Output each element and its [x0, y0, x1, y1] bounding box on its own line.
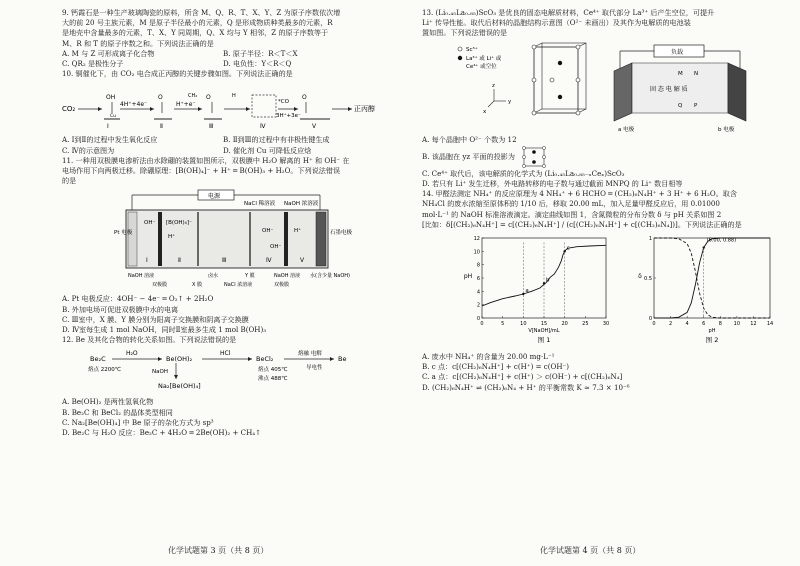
q10-o-2: O: [158, 94, 163, 102]
q10-arrowhead: [246, 107, 250, 111]
q13-option-d: D. 若只有 Li⁺ 发生迁移，外电路转移的电子数与通过截面 MNPQ 的 Li⁺ 数目相等: [422, 179, 683, 189]
q11-options: [62, 294, 384, 335]
q14-stem-line: NH₄Cl 的废水浓缩至原体积的 1/10 后，移取 20.00 mL，加入足量甲醛反应后，用 0.01000: [422, 199, 720, 209]
q13-electrode-a-label: a 电极: [618, 126, 635, 133]
q11-chamber-4: Ⅳ: [266, 257, 272, 265]
q10-arrowhead: [98, 107, 102, 111]
q10-reaction-diagram: [62, 81, 384, 133]
q13-unit-cell-front: [534, 47, 578, 113]
q13-sc-ion: [576, 45, 580, 49]
q10-h: H: [232, 93, 236, 100]
chart-title: 图 2: [705, 336, 719, 345]
q10-stem: 10. 铜催化下，由 CO₂ 电合成正丙醇的关键步骤如图。下列说法正确的是: [62, 69, 293, 79]
q14-stem-line: [比如：δ[(CH₂)₆N₄H⁺] = c[(CH₂)₆N₄H⁺] / (c[(CH₂)₆N₄H⁺] + c[(CH₂)₆N₄])]。下列说法正确的是: [422, 219, 742, 229]
y-axis-label: δ: [638, 273, 642, 281]
q11-stem-line: 电场作用下向两极迁移。除硼原理：[B(OH)₄]⁻ + H⁺ ═ B(OH)₃ + H₂O。下列说法错误: [62, 166, 341, 176]
q13-legend-ce-label: Ce⁴⁺ 或空位: [466, 63, 497, 70]
data-point: [543, 282, 545, 284]
x-tick-label: 2: [668, 321, 673, 328]
x-tick-label: 0: [480, 321, 484, 328]
q13-sc-ion: [550, 78, 554, 82]
data-point-label: c: [566, 245, 570, 252]
data-point-label: a: [525, 288, 529, 295]
q12-stem: 12. Be 及其化合物的转化关系如图。下列说法错误的是: [62, 335, 237, 345]
q13-axis-label-x: x: [483, 108, 487, 115]
q13-options: [422, 135, 780, 190]
annotation-label: (6.00, 0.88): [706, 237, 737, 244]
q12-option-c: C. Na₂[Be(OH)₄] 中 Be 原子的杂化方式为 sp³: [62, 417, 214, 427]
x-tick-label: 20: [561, 321, 568, 328]
q13-figure-svg: [422, 41, 780, 133]
q12-arrowhead: [158, 357, 162, 361]
q10-label-ii: Ⅱ: [160, 123, 163, 131]
q11-option-b: B. 外加电场可促进双极膜中水的电离: [62, 304, 179, 314]
q10-option-c: C. Ⅳ的示意图为: [62, 145, 115, 155]
q13-axis-x: [488, 101, 494, 107]
q11-electrodialysis-diagram: [62, 188, 384, 292]
q13-point-p: P: [694, 102, 698, 109]
x-tick-label: 6: [702, 321, 706, 328]
y-tick-label: 6: [476, 276, 480, 283]
q10-o-5: O: [302, 94, 307, 102]
q11-bottom-label: 卤水: [208, 273, 219, 280]
q11-ion-oh: OH⁻: [262, 228, 274, 235]
q11-pt-label: Pt 电极: [114, 230, 133, 237]
q12-scheme-svg: [62, 347, 384, 395]
q12-mp-be2c: 熔点 2200℃: [88, 367, 121, 374]
q11-graphite-label: 石墨电极: [330, 230, 353, 237]
chart-title: 图 1: [537, 336, 551, 345]
q11-bipolar-membrane-right: [284, 212, 288, 266]
x-tick-label: 5: [501, 321, 505, 328]
page-4: [400, 0, 800, 566]
q13-electrode-b: [728, 63, 746, 121]
q13-sc-ion: [576, 78, 580, 82]
q12-scheme: [62, 347, 384, 395]
q10-co2: CO₂: [62, 105, 76, 114]
y-tick-label: 1: [648, 236, 652, 243]
q10-ch2: CH₂: [188, 93, 198, 100]
q12-bp-becl2: 沸点 488℃: [258, 376, 288, 383]
q10-step-3: 3H⁺+3e⁻: [276, 113, 301, 120]
q11-ion-oh: OH⁻: [144, 220, 156, 227]
y-tick-label: 4: [476, 289, 480, 296]
q11-bottom-label: 双极膜: [152, 282, 168, 289]
q13-sc-ion: [532, 45, 536, 49]
x-tick-label: 4: [685, 321, 689, 328]
q10-iv-box: [252, 95, 276, 117]
question-14: [422, 189, 780, 393]
q13-projection-sc: [542, 155, 545, 158]
q10-oh-1: OH: [106, 94, 116, 102]
q13-option-c: C. Ce⁴⁺ 取代后，该电解质的化学式为 (Li₀.₄₅La₀.₈₅₋ₓCeₓ)ScO₃: [422, 168, 625, 178]
q11-bottom-label: Y 膜: [245, 273, 255, 280]
q11-bottom-label: 双极膜: [274, 282, 290, 289]
q10-arrowhead: [348, 107, 352, 111]
q13-option-a: A. 每个晶胞中 O²⁻ 个数为 12: [422, 134, 517, 144]
q13-sc-ion: [532, 78, 536, 82]
q11-chamber-5: Ⅴ: [300, 257, 305, 265]
q13-projection-sc: [542, 164, 545, 167]
question-13: [422, 8, 780, 189]
q11-bottom-label: X 膜: [192, 282, 203, 289]
q11-graphite-electrode: [316, 212, 326, 266]
question-11: [62, 156, 384, 335]
x-axis-label: V[NaOH]/mL: [528, 328, 560, 335]
y-tick-label: 10: [473, 249, 480, 256]
y-axis-label: pH: [463, 273, 473, 281]
q11-naoh-conc: NaOH 浓溶液: [284, 201, 319, 208]
q13-point-q: Q: [678, 102, 683, 109]
q12-option-a: A. Be(OH)₂ 是两性氢氧化物: [62, 397, 154, 407]
q12-becl2: BeCl₂: [256, 355, 274, 364]
x-tick-label: 15: [540, 321, 548, 328]
q10-option-b: B. Ⅱ到Ⅲ的过程中有非极性键生成: [223, 135, 330, 145]
q11-stem-line: 11. 一种用双极膜电渗析法由水除硼的装置如图所示，双极膜中 H₂O 解离的 H⁺ 和 OH⁻ 在: [62, 155, 350, 165]
q13-stem-line: 置如图。下列说法错误的是: [422, 28, 508, 38]
q13-projection-sc: [542, 146, 545, 149]
y-tick-label: 8: [476, 262, 480, 269]
titration-curve-chart: [456, 232, 626, 350]
q9-option-b: B. 原子半径：R＜T＜X: [223, 48, 298, 58]
q14-options: [422, 352, 780, 393]
page-4-footer: 化学试题第 4 页（共 8 页）: [540, 546, 641, 555]
q11-bottom-label: NaOH 溶液: [274, 273, 301, 280]
q9-stem-line: 是地壳中含量最多的元素，T、X、Y 同周期，Q、X 均与 Y 相邻，Z 的原子序数等于: [62, 28, 329, 38]
q14-option-b: B. c 点：c[(CH₂)₆N₄H⁺] + c(H⁺) = c(OH⁻): [422, 362, 570, 372]
q11-bottom-label: NaCl 浓溶液: [224, 282, 253, 289]
q12-beoh2: Be(OH)₂: [166, 355, 193, 364]
q11-option-d: D. Ⅳ室每生成 1 mol NaOH，同时Ⅱ室最多生成 1 mol B(OH)₃: [62, 325, 267, 335]
data-point-label: b: [546, 277, 550, 284]
q13-figure: [422, 41, 780, 133]
q13-option-b-row: [422, 145, 547, 169]
plot-frame: [654, 238, 770, 318]
q12-arrowhead: [174, 375, 178, 379]
q11-ion-h: H⁺: [168, 234, 176, 241]
q11-chamber-3: Ⅲ: [222, 257, 227, 265]
question-10: [62, 69, 384, 156]
q10-label-v: Ⅴ: [312, 123, 317, 131]
q13-option-b: B. 该晶胞在 yz 平面的投影为: [422, 151, 515, 161]
q9-stem-line: 9. 钙霞石是一种生产玻璃陶瓷的原料，所含 M、Q、R、T、X、Y、Z 为原子序数依次增: [62, 8, 341, 17]
q11-ion-oh: OH⁻: [270, 244, 282, 251]
q12-option-b: B. Be₂C 和 BeCl₂ 的晶体类型相同: [62, 407, 173, 417]
q13-legend-la: [458, 55, 462, 59]
q13-legend-la-label: La³⁺ 或 Li⁺ 或: [466, 55, 502, 62]
q13-point-n: N: [694, 70, 699, 77]
q13-load-label: 负载: [671, 48, 684, 56]
q13-electrode-b-label: b 电极: [718, 126, 735, 133]
y-tick-label: 0.5: [644, 276, 652, 283]
q13-projection-la: [532, 160, 536, 164]
data-point: [522, 293, 524, 295]
q10-options: [62, 135, 384, 155]
q12-h2o: H₂O: [126, 350, 138, 358]
x-tick-label: 10: [733, 321, 741, 328]
q9-option-c: C. QR₂ 是极性分子: [62, 59, 124, 69]
q9-option-d: D. 电负性：Y＜R＜Q: [223, 59, 292, 69]
q12-na2beoh4: Na₂[Be(OH)₄]: [158, 382, 201, 391]
x-tick-label: 8: [718, 321, 722, 328]
y-tick-label: 2: [476, 302, 480, 309]
y-tick-label: 0: [648, 316, 652, 323]
q9-stem-line: 大的前 20 号主族元素，M 是原子半径最小的元素，Q 是形成物质种类最多的元素，R: [62, 18, 333, 28]
q11-bipolar-membrane-left: [158, 212, 162, 266]
q10-reaction-svg: [62, 81, 384, 133]
q12-arrowhead: [330, 357, 334, 361]
q12-cond: 导电性: [306, 365, 323, 372]
q14-stem-line: mol·L⁻¹ 的 NaOH 标准溶液滴定。滴定曲线如图 1，含氮微粒的分布分数 δ 与 pH 关系如图 2: [422, 209, 722, 219]
q10-cu-label: Cu: [110, 114, 116, 120]
q11-bottom-label: NaOH 溶液: [128, 273, 155, 280]
q10-label-i: Ⅰ: [107, 123, 109, 131]
q13-projection-svg: [521, 146, 547, 168]
q11-ion-borate: [B(OH)₄]⁻: [166, 220, 192, 227]
q10-option-a: A. Ⅰ到Ⅱ的过程中发生氧化反应: [62, 135, 158, 145]
q11-stem-line: 的是: [62, 176, 77, 186]
series-line: [654, 238, 770, 318]
data-point: [563, 250, 565, 252]
q13-legend-sc-label: Sc³⁺: [466, 46, 478, 53]
q11-tank: [126, 210, 328, 268]
q13-stem-line: 13. (Li₀.₄₅La₀.₈₅)ScO₃ 是优良的固态电解质材料，Ce⁴⁺ 取代部分 La³⁺ 后产生空位，可提升: [422, 8, 715, 17]
q13-point-m: M: [678, 70, 683, 77]
left-column: [62, 8, 384, 438]
q10-arrowhead: [294, 107, 298, 111]
q13-projection-sc: [522, 155, 525, 158]
q13-projection-sc: [522, 164, 525, 167]
page-3-footer: 化学试题第 3 页（共 8 页）: [168, 546, 269, 555]
q13-sc-ion: [576, 111, 580, 115]
q10-label-iv: Ⅳ: [260, 123, 266, 131]
q13-la-ion: [558, 94, 562, 98]
q11-power-label: 电源: [208, 193, 221, 201]
q9-option-a: A. M 与 Z 可形成离子化合物: [62, 48, 155, 58]
question-12: [62, 335, 384, 438]
q11-nacl-dilute: NaCl 稀溶液: [244, 201, 276, 208]
x-tick-label: 25: [582, 321, 589, 328]
q13-projection-la: [532, 150, 536, 154]
q10-step-1: 4H⁺+4e⁻: [120, 101, 148, 109]
q12-mp-becl2: 熔点 405℃: [258, 367, 288, 374]
q11-chamber-2: Ⅱ: [178, 257, 181, 265]
question-9: [62, 8, 384, 69]
q12-option-d: D. Be₂C 与 H₂O 反应：Be₂C + 4H₂O ═ 2Be(OH)₂ + CH₄↑: [62, 428, 262, 438]
q10-arrowhead: [198, 107, 202, 111]
q10-o-3: O: [206, 94, 211, 102]
x-tick-label: 10: [520, 321, 527, 328]
x-tick-label: 12: [750, 321, 757, 328]
q10-step-2: H⁺+e⁻: [176, 101, 196, 109]
q12-options: [62, 397, 384, 438]
q10-arrowhead: [150, 107, 154, 111]
q11-pt-electrode: [128, 212, 137, 266]
q12-melt: 熔融 电解: [298, 351, 322, 358]
q10-label-iii: Ⅲ: [209, 123, 214, 131]
q13-unit-cell-back: [542, 43, 586, 109]
q13-axis-label-z: z: [492, 82, 495, 89]
q12-hcl: HCl: [220, 350, 231, 358]
q13-la-ion: [558, 60, 562, 64]
q9-stem-line: M、R 和 T 的原子序数之和。下列说法正确的是: [62, 38, 214, 48]
q14-option-c: C. a 点：c[(CH₂)₆N₄H⁺] + c(H⁺) ＞ c(OH⁻) + c[(CH₂)₆N₄]: [422, 372, 623, 382]
x-axis-label: pH: [708, 328, 716, 335]
q10-co-label: *CO: [278, 99, 289, 106]
q11-option-a: A. Pt 电极反应：4OH⁻ − 4e⁻ ═ O₂↑ + 2H₂O: [62, 294, 214, 304]
x-tick-label: 0: [652, 321, 656, 328]
q14-charts: [422, 232, 780, 350]
q13-projection-sc: [522, 146, 525, 149]
distribution-fraction-chart: [632, 232, 782, 350]
q14-stem-line: 14. 甲醛法测定 NH₄⁺ 的反应原理为 4 NH₄⁺ + 6 HCHO ═ (CH₂)₆N₄H⁺ + 3 H⁺ + 6 H₂O。取含: [422, 189, 737, 199]
q11-diagram-svg: [62, 188, 384, 292]
q11-option-c: C. Ⅲ室中，X 膜、Y 膜分别为阳离子交换膜和阴离子交换膜: [62, 314, 249, 324]
q11-bottom-label: 水(含少量 NaOH): [310, 273, 350, 280]
right-column: [422, 8, 780, 393]
q12-naoh: NaOH: [152, 369, 168, 376]
q10-option-d: D. 催化剂 Cu 可降低反应焓: [223, 145, 312, 155]
q12-be: Be: [338, 355, 347, 364]
y-tick-label: 0: [476, 316, 480, 323]
q12-arrowhead: [248, 357, 252, 361]
series-line: [654, 238, 770, 318]
q13-axis-label-y: y: [508, 98, 512, 105]
y-tick-label: 12: [473, 236, 480, 243]
q11-ion-h: H⁺: [294, 228, 302, 235]
q13-stem-line: Li⁺ 传导性能。取代后材料的晶胞结构示意图（O²⁻ 未画出）及其作为电解质的电池装: [422, 18, 691, 28]
q14-option-d: D. (CH₂)₆N₄H⁺ ⇌ (CH₂)₆N₄ + H⁺ 的平衡常数 K ≈ 7.3 × 10⁻⁶: [422, 382, 630, 392]
q9-options: [62, 49, 384, 69]
q12-be2c: Be₂C: [90, 355, 106, 364]
q13-electrolyte-label: 固 态 电 解 质: [650, 85, 688, 93]
q14-option-a: A. 废水中 NH₄⁺ 的含量为 20.00 mg·L⁻¹: [422, 352, 555, 362]
x-tick-label: 14: [766, 321, 774, 328]
q13-legend-sc: [458, 47, 462, 51]
q13-electrode-a: [614, 63, 632, 121]
q13-sc-ion: [532, 111, 536, 115]
x-tick-label: 30: [602, 321, 610, 328]
q11-chamber-1: Ⅰ: [146, 257, 148, 265]
q10-propanol: 正丙醇: [354, 105, 375, 114]
